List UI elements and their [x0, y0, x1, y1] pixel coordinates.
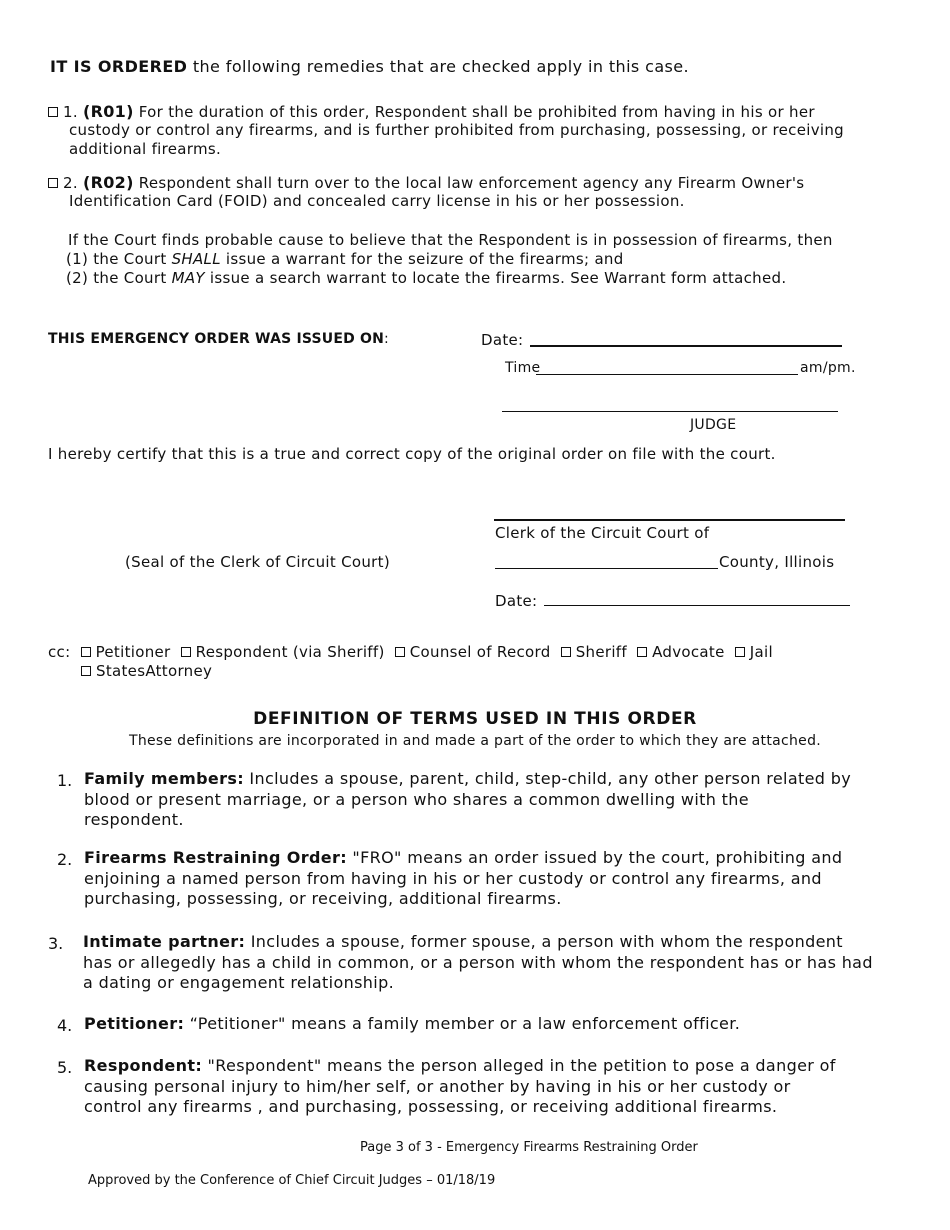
definition-term: Petitioner:	[84, 1014, 185, 1033]
remedy-r01-checkbox[interactable]	[48, 107, 58, 117]
clerk-date-field[interactable]	[544, 605, 850, 606]
remedy-r01-code: (R01)	[83, 102, 134, 121]
issued-time-field[interactable]	[536, 374, 798, 375]
probable-cause-line3: (2) the Court MAY issue a search warrant to locate the firearms. See Warrant form attached.	[66, 269, 787, 287]
cc-counsel[interactable]: Counsel of Record	[395, 643, 551, 661]
county-label: County, Illinois	[719, 553, 835, 571]
definition-number: 2.	[57, 850, 73, 869]
cc-respondent[interactable]: Respondent (via Sheriff)	[181, 643, 385, 661]
remedy-r01-line1: For the duration of this order, Respondent shall be prohibited from having in his or her	[133, 103, 815, 121]
definition-term: Firearms Restraining Order:	[84, 848, 347, 867]
definition-number: 1.	[57, 771, 73, 790]
definitions-subheading: These definitions are incorporated in and made a part of the order to which they are attached.	[128, 733, 822, 749]
remedy-r02-code: (R02)	[83, 173, 134, 192]
remedy-r01-number: 1.	[63, 103, 78, 121]
order-intro	[50, 57, 689, 76]
judge-label: JUDGE	[690, 417, 737, 433]
order-intro-rest: the following remedies that are checked apply in this case.	[187, 57, 690, 76]
cc-states-attorney-checkbox[interactable]	[81, 666, 91, 676]
remedy-r02-line2: Identification Card (FOID) and concealed carry license in his or her possession.	[69, 192, 685, 210]
judge-signature-field[interactable]	[502, 411, 838, 412]
ampm-label: am/pm.	[800, 360, 856, 376]
cc-row	[48, 643, 773, 661]
certify-statement: I hereby certify that this is a true and correct copy of the original order on file with the court.	[48, 445, 776, 463]
remedy-r01-line3: additional firearms.	[69, 140, 222, 158]
page-footer: Page 3 of 3 - Emergency Firearms Restraining Order	[360, 1140, 698, 1155]
cc-jail-checkbox[interactable]	[735, 647, 745, 657]
probable-cause-line2: (1) the Court SHALL issue a warrant for the seizure of the firearms; and	[66, 250, 624, 268]
definition-number: 4.	[57, 1016, 73, 1035]
cc-advocate-checkbox[interactable]	[637, 647, 647, 657]
definition-term: Respondent:	[84, 1056, 203, 1075]
definition-term: Intimate partner:	[83, 932, 246, 951]
definition-number: 3.	[48, 934, 64, 953]
clerk-date-label: Date:	[495, 592, 538, 610]
cc-petitioner[interactable]: Petitioner	[81, 643, 171, 661]
clerk-line1: Clerk of the Circuit Court of	[495, 524, 710, 542]
cc-label: cc:	[48, 643, 71, 661]
clerk-signature-field[interactable]	[494, 519, 845, 521]
issued-date-field[interactable]	[530, 345, 842, 347]
cc-counsel-checkbox[interactable]	[395, 647, 405, 657]
seal-label: (Seal of the Clerk of Circuit Court)	[125, 553, 390, 571]
cc-respondent-checkbox[interactable]	[181, 647, 191, 657]
probable-cause-line1: If the Court finds probable cause to believe that the Respondent is in possession of firearms, then	[68, 231, 833, 249]
issued-date-label: Date:	[481, 331, 524, 349]
remedy-r02-line1: Respondent shall turn over to the local law enforcement agency any Firearm Owner's	[133, 174, 805, 192]
remedy-r02-checkbox[interactable]	[48, 178, 58, 188]
approval-footer: Approved by the Conference of Chief Circuit Judges – 01/18/19	[88, 1173, 496, 1188]
cc-sheriff[interactable]: Sheriff	[561, 643, 627, 661]
definition-term: Family members:	[84, 769, 244, 788]
remedy-r02-number: 2.	[63, 174, 78, 192]
cc-petitioner-checkbox[interactable]	[81, 647, 91, 657]
definition-number: 5.	[57, 1058, 73, 1077]
issued-time-label: Time	[505, 360, 541, 376]
cc-jail[interactable]: Jail	[735, 643, 773, 661]
remedy-r01-line2: custody or control any firearms, and is further prohibited from purchasing, possessing, or receiving	[69, 121, 844, 139]
definitions-heading: DEFINITION OF TERMS USED IN THIS ORDER	[253, 709, 697, 729]
cc-advocate[interactable]: Advocate	[637, 643, 725, 661]
cc-sheriff-checkbox[interactable]	[561, 647, 571, 657]
order-intro-bold: IT IS ORDERED	[50, 57, 188, 76]
issued-on-label: THIS EMERGENCY ORDER WAS ISSUED ON:	[48, 331, 389, 347]
county-field[interactable]	[495, 568, 718, 569]
cc-states-attorney[interactable]: StatesAttorney	[81, 662, 212, 680]
